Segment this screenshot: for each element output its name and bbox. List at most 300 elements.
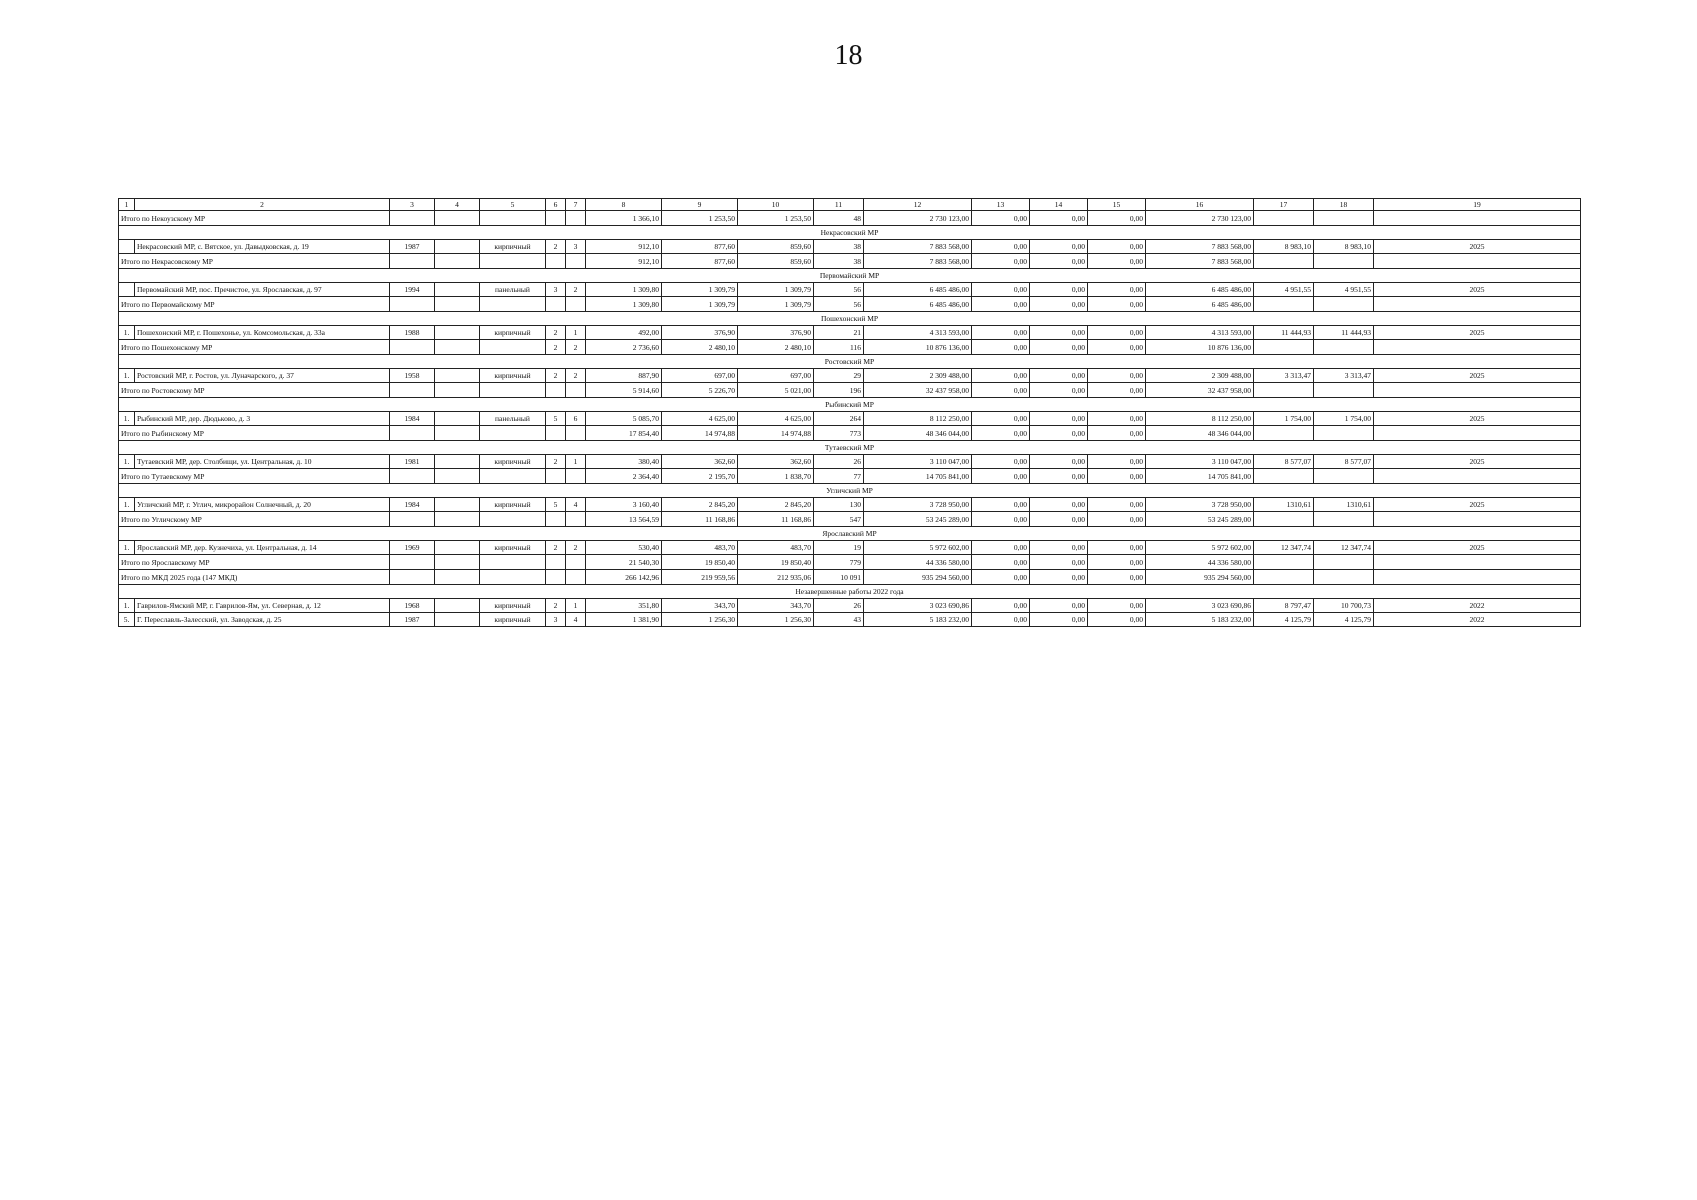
value-cell: 8 112 250,00: [1146, 412, 1254, 426]
value-cell: кирпичный: [480, 498, 546, 512]
value-cell: 43: [814, 613, 864, 627]
value-cell: 8 577,07: [1314, 455, 1374, 469]
value-cell: 3: [546, 283, 566, 297]
value-cell: 0,00: [1088, 211, 1146, 226]
value-cell: 4 625,00: [738, 412, 814, 426]
value-cell: 2025: [1374, 326, 1581, 340]
value-cell: [1254, 469, 1314, 484]
value-cell: 1 309,80: [586, 283, 662, 297]
value-cell: 21: [814, 326, 864, 340]
value-cell: 0,00: [972, 340, 1030, 355]
value-cell: 0,00: [1030, 369, 1088, 383]
value-cell: 1 253,50: [738, 211, 814, 226]
value-cell: [435, 326, 480, 340]
value-cell: [480, 555, 546, 570]
address-cell: Угличский МР, г. Углич, микрорайон Солнечный, д. 20: [135, 498, 390, 512]
value-cell: 10 700,73: [1314, 599, 1374, 613]
value-cell: 4 313 593,00: [1146, 326, 1254, 340]
value-cell: 2025: [1374, 541, 1581, 555]
value-cell: [1254, 426, 1314, 441]
value-cell: 1310,61: [1254, 498, 1314, 512]
value-cell: [390, 211, 435, 226]
column-number: 15: [1088, 199, 1146, 211]
value-cell: [1374, 254, 1581, 269]
value-cell: 1310,61: [1314, 498, 1374, 512]
column-number: 17: [1254, 199, 1314, 211]
value-cell: 2: [546, 340, 566, 355]
value-cell: [435, 383, 480, 398]
value-cell: 14 974,88: [738, 426, 814, 441]
column-number: 1: [119, 199, 135, 211]
value-cell: 779: [814, 555, 864, 570]
value-cell: 483,70: [738, 541, 814, 555]
value-cell: [1254, 254, 1314, 269]
value-cell: 7 883 568,00: [864, 254, 972, 269]
value-cell: [546, 383, 566, 398]
value-cell: [546, 512, 566, 527]
value-cell: 0,00: [1088, 613, 1146, 627]
table-row: [119, 326, 1581, 340]
value-cell: 376,90: [738, 326, 814, 340]
value-cell: 0,00: [1088, 326, 1146, 340]
register-table: [118, 198, 1581, 627]
value-cell: 2 309 488,00: [1146, 369, 1254, 383]
subtotal-row: [119, 211, 1581, 226]
value-cell: 5 972 602,00: [1146, 541, 1254, 555]
value-cell: 773: [814, 426, 864, 441]
value-cell: [480, 211, 546, 226]
value-cell: 877,60: [662, 254, 738, 269]
value-cell: [566, 297, 586, 312]
value-cell: 2 736,60: [586, 340, 662, 355]
value-cell: 5 183 232,00: [1146, 613, 1254, 627]
value-cell: [1314, 469, 1374, 484]
value-cell: 1981: [390, 455, 435, 469]
value-cell: 1 256,30: [738, 613, 814, 627]
value-cell: 8 983,10: [1314, 240, 1374, 254]
value-cell: [480, 469, 546, 484]
address-cell: Тутаевский МР, дер. Столбищи, ул. Центральная, д. 10: [135, 455, 390, 469]
value-cell: 2 195,70: [662, 469, 738, 484]
value-cell: 3 023 690,86: [864, 599, 972, 613]
row-number: 1.: [119, 412, 135, 426]
subtotal-label: Итого по Пошехонскому МР: [119, 340, 390, 355]
value-cell: [1254, 570, 1314, 585]
column-number: 4: [435, 199, 480, 211]
value-cell: 0,00: [1030, 469, 1088, 484]
address-cell: Ярославский МР, дер. Кузнечиха, ул. Центральная, д. 14: [135, 541, 390, 555]
value-cell: [1374, 211, 1581, 226]
value-cell: [390, 297, 435, 312]
value-cell: 0,00: [972, 599, 1030, 613]
value-cell: 935 294 560,00: [864, 570, 972, 585]
value-cell: [390, 383, 435, 398]
section-header-row: [119, 226, 1581, 240]
address-cell: Первомайский МР, пос. Пречистое, ул. Ярославская, д. 97: [135, 283, 390, 297]
subtotal-label: Итого по Первомайскому МР: [119, 297, 390, 312]
value-cell: 2: [566, 283, 586, 297]
value-cell: 1987: [390, 613, 435, 627]
value-cell: 0,00: [1088, 383, 1146, 398]
value-cell: 0,00: [972, 469, 1030, 484]
value-cell: 0,00: [972, 211, 1030, 226]
value-cell: 2 730 123,00: [864, 211, 972, 226]
value-cell: 1 381,90: [586, 613, 662, 627]
value-cell: 6 485 486,00: [864, 297, 972, 312]
row-number: [119, 283, 135, 297]
value-cell: 4 951,55: [1254, 283, 1314, 297]
value-cell: 1: [566, 455, 586, 469]
value-cell: 0,00: [1030, 541, 1088, 555]
value-cell: 48 346 044,00: [864, 426, 972, 441]
value-cell: 0,00: [1030, 498, 1088, 512]
value-cell: 0,00: [972, 283, 1030, 297]
value-cell: 0,00: [1030, 326, 1088, 340]
value-cell: 1 309,79: [662, 283, 738, 297]
value-cell: 2: [546, 455, 566, 469]
value-cell: 116: [814, 340, 864, 355]
value-cell: [390, 512, 435, 527]
value-cell: 4 951,55: [1314, 283, 1374, 297]
value-cell: [546, 297, 566, 312]
value-cell: 0,00: [1088, 455, 1146, 469]
value-cell: 3 313,47: [1254, 369, 1314, 383]
section-header-row: [119, 355, 1581, 369]
column-number: 7: [566, 199, 586, 211]
value-cell: 2 364,40: [586, 469, 662, 484]
value-cell: 44 336 580,00: [1146, 555, 1254, 570]
value-cell: 3: [546, 613, 566, 627]
column-number: 2: [135, 199, 390, 211]
value-cell: 1994: [390, 283, 435, 297]
value-cell: 3 023 690,86: [1146, 599, 1254, 613]
value-cell: 6: [566, 412, 586, 426]
value-cell: 0,00: [972, 369, 1030, 383]
value-cell: 3 160,40: [586, 498, 662, 512]
subtotal-label: Итого по Ростовскому МР: [119, 383, 390, 398]
subtotal-row: [119, 254, 1581, 269]
value-cell: 10 876 136,00: [864, 340, 972, 355]
value-cell: 11 168,86: [738, 512, 814, 527]
value-cell: 0,00: [972, 240, 1030, 254]
value-cell: 12 347,74: [1314, 541, 1374, 555]
value-cell: 2025: [1374, 369, 1581, 383]
value-cell: 0,00: [1088, 570, 1146, 585]
value-cell: 10 091: [814, 570, 864, 585]
value-cell: 3: [566, 240, 586, 254]
value-cell: 0,00: [972, 297, 1030, 312]
value-cell: 0,00: [1030, 283, 1088, 297]
column-number: 10: [738, 199, 814, 211]
column-number: 13: [972, 199, 1030, 211]
value-cell: 11 444,93: [1314, 326, 1374, 340]
column-number: 8: [586, 199, 662, 211]
value-cell: 877,60: [662, 240, 738, 254]
section-title: Рыбинский МР: [119, 398, 1581, 412]
value-cell: [1314, 340, 1374, 355]
value-cell: 0,00: [972, 570, 1030, 585]
subtotal-row: [119, 555, 1581, 570]
value-cell: 0,00: [972, 412, 1030, 426]
value-cell: 1 253,50: [662, 211, 738, 226]
value-cell: 6 485 486,00: [1146, 297, 1254, 312]
value-cell: [390, 570, 435, 585]
value-cell: 4: [566, 613, 586, 627]
column-number: 16: [1146, 199, 1254, 211]
address-cell: Ростовский МР, г. Ростов, ул. Луначарского, д. 37: [135, 369, 390, 383]
table-row: [119, 283, 1581, 297]
value-cell: 0,00: [972, 426, 1030, 441]
value-cell: 0,00: [1030, 340, 1088, 355]
value-cell: 1 754,00: [1254, 412, 1314, 426]
value-cell: [1374, 555, 1581, 570]
subtotal-row: [119, 426, 1581, 441]
value-cell: 1988: [390, 326, 435, 340]
value-cell: [435, 369, 480, 383]
subtotal-label: Итого по Тутаевскому МР: [119, 469, 390, 484]
column-number: 11: [814, 199, 864, 211]
value-cell: 0,00: [1030, 613, 1088, 627]
value-cell: [480, 426, 546, 441]
value-cell: 1 754,00: [1314, 412, 1374, 426]
value-cell: 0,00: [972, 455, 1030, 469]
value-cell: 0,00: [1030, 211, 1088, 226]
value-cell: [480, 383, 546, 398]
value-cell: 547: [814, 512, 864, 527]
value-cell: 1 309,79: [738, 297, 814, 312]
value-cell: 1 256,30: [662, 613, 738, 627]
table-row: [119, 613, 1581, 627]
value-cell: [1374, 512, 1581, 527]
value-cell: 2: [566, 369, 586, 383]
value-cell: [546, 570, 566, 585]
subtotal-row: [119, 340, 1581, 355]
value-cell: [435, 570, 480, 585]
column-number: 3: [390, 199, 435, 211]
value-cell: 1 309,80: [586, 297, 662, 312]
value-cell: [1314, 383, 1374, 398]
value-cell: 5: [546, 412, 566, 426]
row-number: 1.: [119, 541, 135, 555]
subtotal-label: Итого по Угличскому МР: [119, 512, 390, 527]
column-number: 5: [480, 199, 546, 211]
value-cell: 2025: [1374, 240, 1581, 254]
value-cell: [1314, 570, 1374, 585]
value-cell: 912,10: [586, 254, 662, 269]
value-cell: [390, 555, 435, 570]
value-cell: 48: [814, 211, 864, 226]
value-cell: 343,70: [662, 599, 738, 613]
row-number: 1.: [119, 599, 135, 613]
value-cell: 7 883 568,00: [1146, 254, 1254, 269]
address-cell: Рыбинский МР, дер. Дюдьково, д. 3: [135, 412, 390, 426]
value-cell: [435, 297, 480, 312]
value-cell: 4: [566, 498, 586, 512]
value-cell: 0,00: [1030, 240, 1088, 254]
value-cell: панельный: [480, 412, 546, 426]
column-number-row: [119, 199, 1581, 211]
value-cell: [435, 555, 480, 570]
value-cell: 0,00: [1030, 455, 1088, 469]
value-cell: 48 346 044,00: [1146, 426, 1254, 441]
row-number: 1.: [119, 369, 135, 383]
value-cell: 17 854,40: [586, 426, 662, 441]
value-cell: [566, 469, 586, 484]
section-title: Ярославский МР: [119, 527, 1581, 541]
value-cell: 912,10: [586, 240, 662, 254]
value-cell: 7 883 568,00: [864, 240, 972, 254]
value-cell: [390, 254, 435, 269]
value-cell: 3 313,47: [1314, 369, 1374, 383]
value-cell: [435, 412, 480, 426]
table-row: [119, 498, 1581, 512]
value-cell: 0,00: [1030, 512, 1088, 527]
value-cell: [435, 469, 480, 484]
value-cell: 7 883 568,00: [1146, 240, 1254, 254]
section-title: Тутаевский МР: [119, 441, 1581, 455]
table-row: [119, 240, 1581, 254]
value-cell: 2: [546, 369, 566, 383]
value-cell: [435, 211, 480, 226]
value-cell: 362,60: [662, 455, 738, 469]
value-cell: 3 110 047,00: [1146, 455, 1254, 469]
value-cell: 5 085,70: [586, 412, 662, 426]
value-cell: 0,00: [1030, 297, 1088, 312]
value-cell: 5 183 232,00: [864, 613, 972, 627]
value-cell: 44 336 580,00: [864, 555, 972, 570]
subtotal-label: Итого по Некоузскому МР: [119, 211, 390, 226]
value-cell: 0,00: [1030, 599, 1088, 613]
value-cell: 12 347,74: [1254, 541, 1314, 555]
value-cell: 8 112 250,00: [864, 412, 972, 426]
value-cell: 0,00: [1088, 412, 1146, 426]
subtotal-label: Итого по Некрасовскому МР: [119, 254, 390, 269]
value-cell: 19: [814, 541, 864, 555]
value-cell: 0,00: [1088, 541, 1146, 555]
column-number: 18: [1314, 199, 1374, 211]
value-cell: 0,00: [1088, 599, 1146, 613]
value-cell: 1 309,79: [738, 283, 814, 297]
value-cell: 0,00: [972, 326, 1030, 340]
value-cell: [435, 613, 480, 627]
value-cell: 351,80: [586, 599, 662, 613]
value-cell: 130: [814, 498, 864, 512]
table-row: [119, 369, 1581, 383]
value-cell: 1: [566, 326, 586, 340]
value-cell: [390, 340, 435, 355]
value-cell: 0,00: [1088, 254, 1146, 269]
value-cell: 11 444,93: [1254, 326, 1314, 340]
value-cell: 21 540,30: [586, 555, 662, 570]
value-cell: 0,00: [972, 383, 1030, 398]
value-cell: 0,00: [1088, 240, 1146, 254]
column-number: 9: [662, 199, 738, 211]
table-row: [119, 599, 1581, 613]
value-cell: 935 294 560,00: [1146, 570, 1254, 585]
value-cell: кирпичный: [480, 455, 546, 469]
value-cell: 2025: [1374, 412, 1581, 426]
section-header-row: [119, 527, 1581, 541]
value-cell: [480, 254, 546, 269]
value-cell: [546, 469, 566, 484]
value-cell: 0,00: [972, 512, 1030, 527]
value-cell: [1254, 383, 1314, 398]
row-number: 1.: [119, 326, 135, 340]
value-cell: [1374, 426, 1581, 441]
value-cell: [1314, 512, 1374, 527]
value-cell: 38: [814, 240, 864, 254]
value-cell: панельный: [480, 283, 546, 297]
value-cell: [1314, 426, 1374, 441]
column-number: 12: [864, 199, 972, 211]
column-number: 6: [546, 199, 566, 211]
value-cell: [435, 498, 480, 512]
value-cell: 5 972 602,00: [864, 541, 972, 555]
value-cell: 14 974,88: [662, 426, 738, 441]
value-cell: 0,00: [1088, 555, 1146, 570]
value-cell: 26: [814, 599, 864, 613]
row-number: [119, 240, 135, 254]
value-cell: [1374, 469, 1581, 484]
value-cell: 2 845,20: [738, 498, 814, 512]
subtotal-label: Итого по Ярославскому МР: [119, 555, 390, 570]
value-cell: 1 309,79: [662, 297, 738, 312]
value-cell: [546, 426, 566, 441]
value-cell: 492,00: [586, 326, 662, 340]
value-cell: [1374, 297, 1581, 312]
value-cell: 1968: [390, 599, 435, 613]
value-cell: [1254, 297, 1314, 312]
value-cell: 11 168,86: [662, 512, 738, 527]
value-cell: 0,00: [1088, 297, 1146, 312]
value-cell: 5 021,00: [738, 383, 814, 398]
value-cell: 2 309 488,00: [864, 369, 972, 383]
value-cell: 5: [546, 498, 566, 512]
section-title: Первомайский МР: [119, 269, 1581, 283]
value-cell: 14 705 841,00: [1146, 469, 1254, 484]
value-cell: [480, 340, 546, 355]
value-cell: 0,00: [972, 254, 1030, 269]
value-cell: [390, 426, 435, 441]
value-cell: [566, 383, 586, 398]
value-cell: [435, 240, 480, 254]
value-cell: 0,00: [1088, 283, 1146, 297]
value-cell: 264: [814, 412, 864, 426]
value-cell: 2: [566, 340, 586, 355]
page-number: 18: [834, 40, 863, 71]
value-cell: [566, 254, 586, 269]
value-cell: 697,00: [738, 369, 814, 383]
value-cell: 266 142,96: [586, 570, 662, 585]
value-cell: 1984: [390, 412, 435, 426]
value-cell: [566, 570, 586, 585]
section-title: Некрасовский МР: [119, 226, 1581, 240]
subtotal-row: [119, 297, 1581, 312]
value-cell: 0,00: [972, 555, 1030, 570]
value-cell: 6 485 486,00: [1146, 283, 1254, 297]
value-cell: 1 366,10: [586, 211, 662, 226]
value-cell: кирпичный: [480, 369, 546, 383]
value-cell: [435, 455, 480, 469]
value-cell: [480, 297, 546, 312]
value-cell: 2025: [1374, 283, 1581, 297]
section-header-row: [119, 312, 1581, 326]
table-row: [119, 455, 1581, 469]
value-cell: 0,00: [1088, 469, 1146, 484]
value-cell: 0,00: [1030, 412, 1088, 426]
value-cell: 0,00: [1030, 254, 1088, 269]
address-cell: Г. Переславль-Залесский, ул. Заводская, д. 25: [135, 613, 390, 627]
